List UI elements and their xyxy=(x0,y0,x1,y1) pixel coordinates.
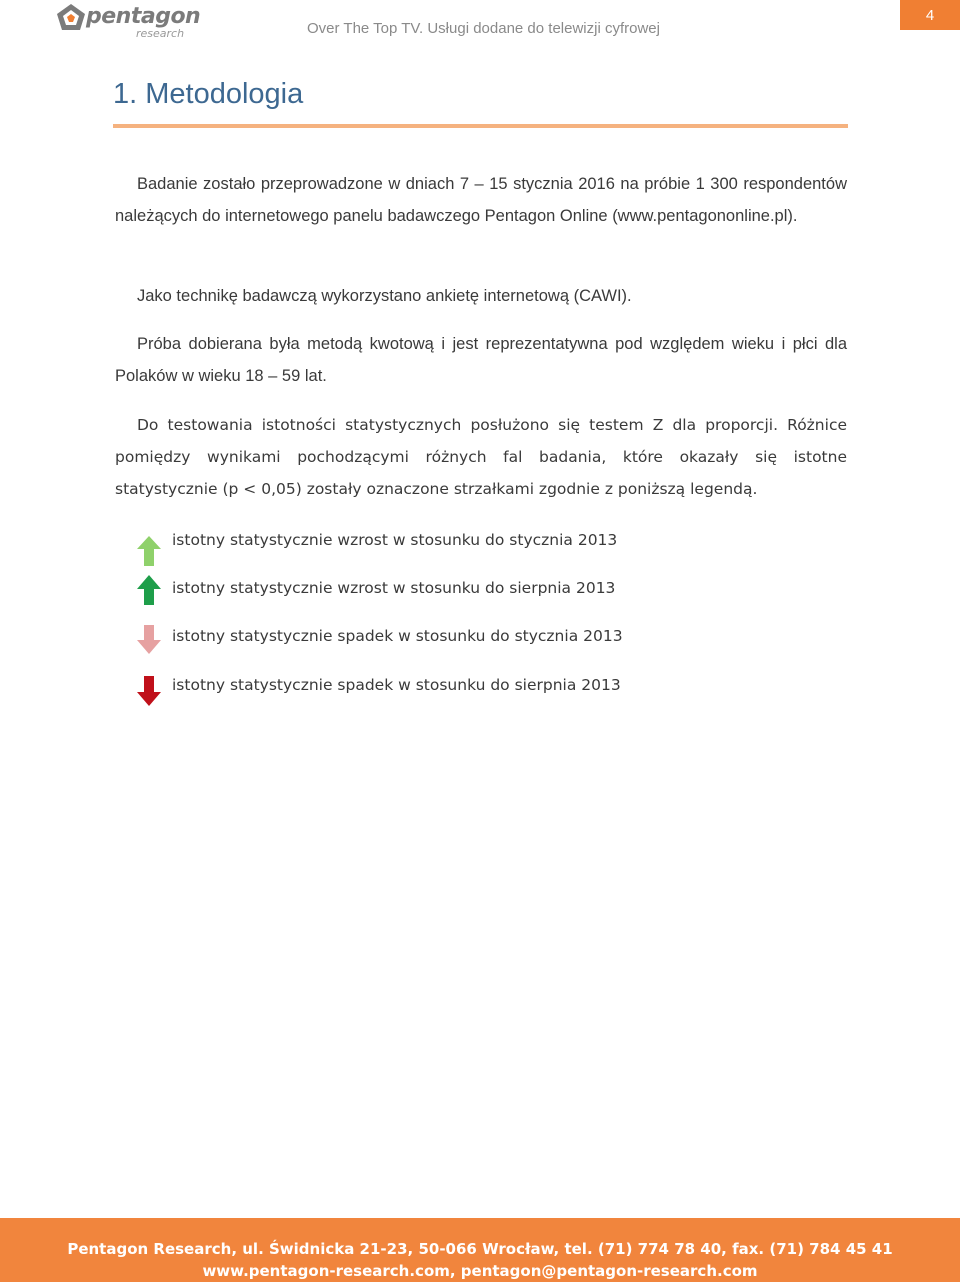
arrow-up-light-green-icon xyxy=(136,527,162,567)
footer-contact: www.pentagon-research.com, pentagon@pentagon-research.com xyxy=(202,1262,758,1280)
document-title: Over The Top TV. Usługi dodane do telewizji cyfrowej xyxy=(307,20,660,37)
heading-underline xyxy=(113,124,848,128)
paragraph-study-dates: Badanie zostało przeprowadzone w dniach 7 – 15 stycznia 2016 na próbie 1 300 respondentów należących do internetowego panelu badawczego Pentagon Online (www.pentagononline.pl). xyxy=(115,175,847,225)
legend-item xyxy=(136,623,836,663)
paragraph-technique: Jako technikę badawczą wykorzystano ankietę internetową (CAWI). xyxy=(137,287,632,305)
arrow-down-pink-icon xyxy=(136,623,162,663)
legend-label: istotny statystycznie wzrost w stosunku do stycznia 2013 xyxy=(172,531,618,549)
paragraph-significance: Do testowania istotności statystycznych posłużono się testem Z dla proporcji. Różnice pomiędzy wynikami pochodzącymi różnych fal badania, które okazały się istotne statystycznie (p < 0,05) zostały oznaczone strzałkami zgodnie z poniższą legendą. xyxy=(115,416,847,498)
logo-wordmark: pentagon xyxy=(86,4,201,29)
paragraph-sample: Próba dobierana była metodą kwotową i jest reprezentatywna pod względem wieku i płci dla Polaków w wieku 18 – 59 lat. xyxy=(115,335,847,385)
footer-address: Pentagon Research, ul. Świdnicka 21-23, 50-066 Wrocław, tel. (71) 774 78 40, fax. (71) 784 45 41 xyxy=(67,1240,893,1258)
legend-item xyxy=(136,672,836,712)
legend-label: istotny statystycznie wzrost w stosunku do sierpnia 2013 xyxy=(172,579,616,597)
pentagon-logo xyxy=(56,2,206,42)
legend-item xyxy=(136,575,836,615)
arrow-up-green-icon xyxy=(136,575,162,615)
legend-item xyxy=(136,527,836,567)
page-footer xyxy=(0,1218,960,1282)
pentagon-logo-icon xyxy=(56,2,90,36)
section-heading: 1. Metodologia xyxy=(113,78,304,110)
page-number: 4 xyxy=(900,0,960,30)
page-header xyxy=(0,0,960,48)
arrow-down-red-icon xyxy=(136,672,162,712)
legend-label: istotny statystycznie spadek w stosunku do sierpnia 2013 xyxy=(172,676,621,694)
logo-subtitle: research xyxy=(136,27,185,40)
legend-label: istotny statystycznie spadek w stosunku do stycznia 2013 xyxy=(172,627,623,645)
